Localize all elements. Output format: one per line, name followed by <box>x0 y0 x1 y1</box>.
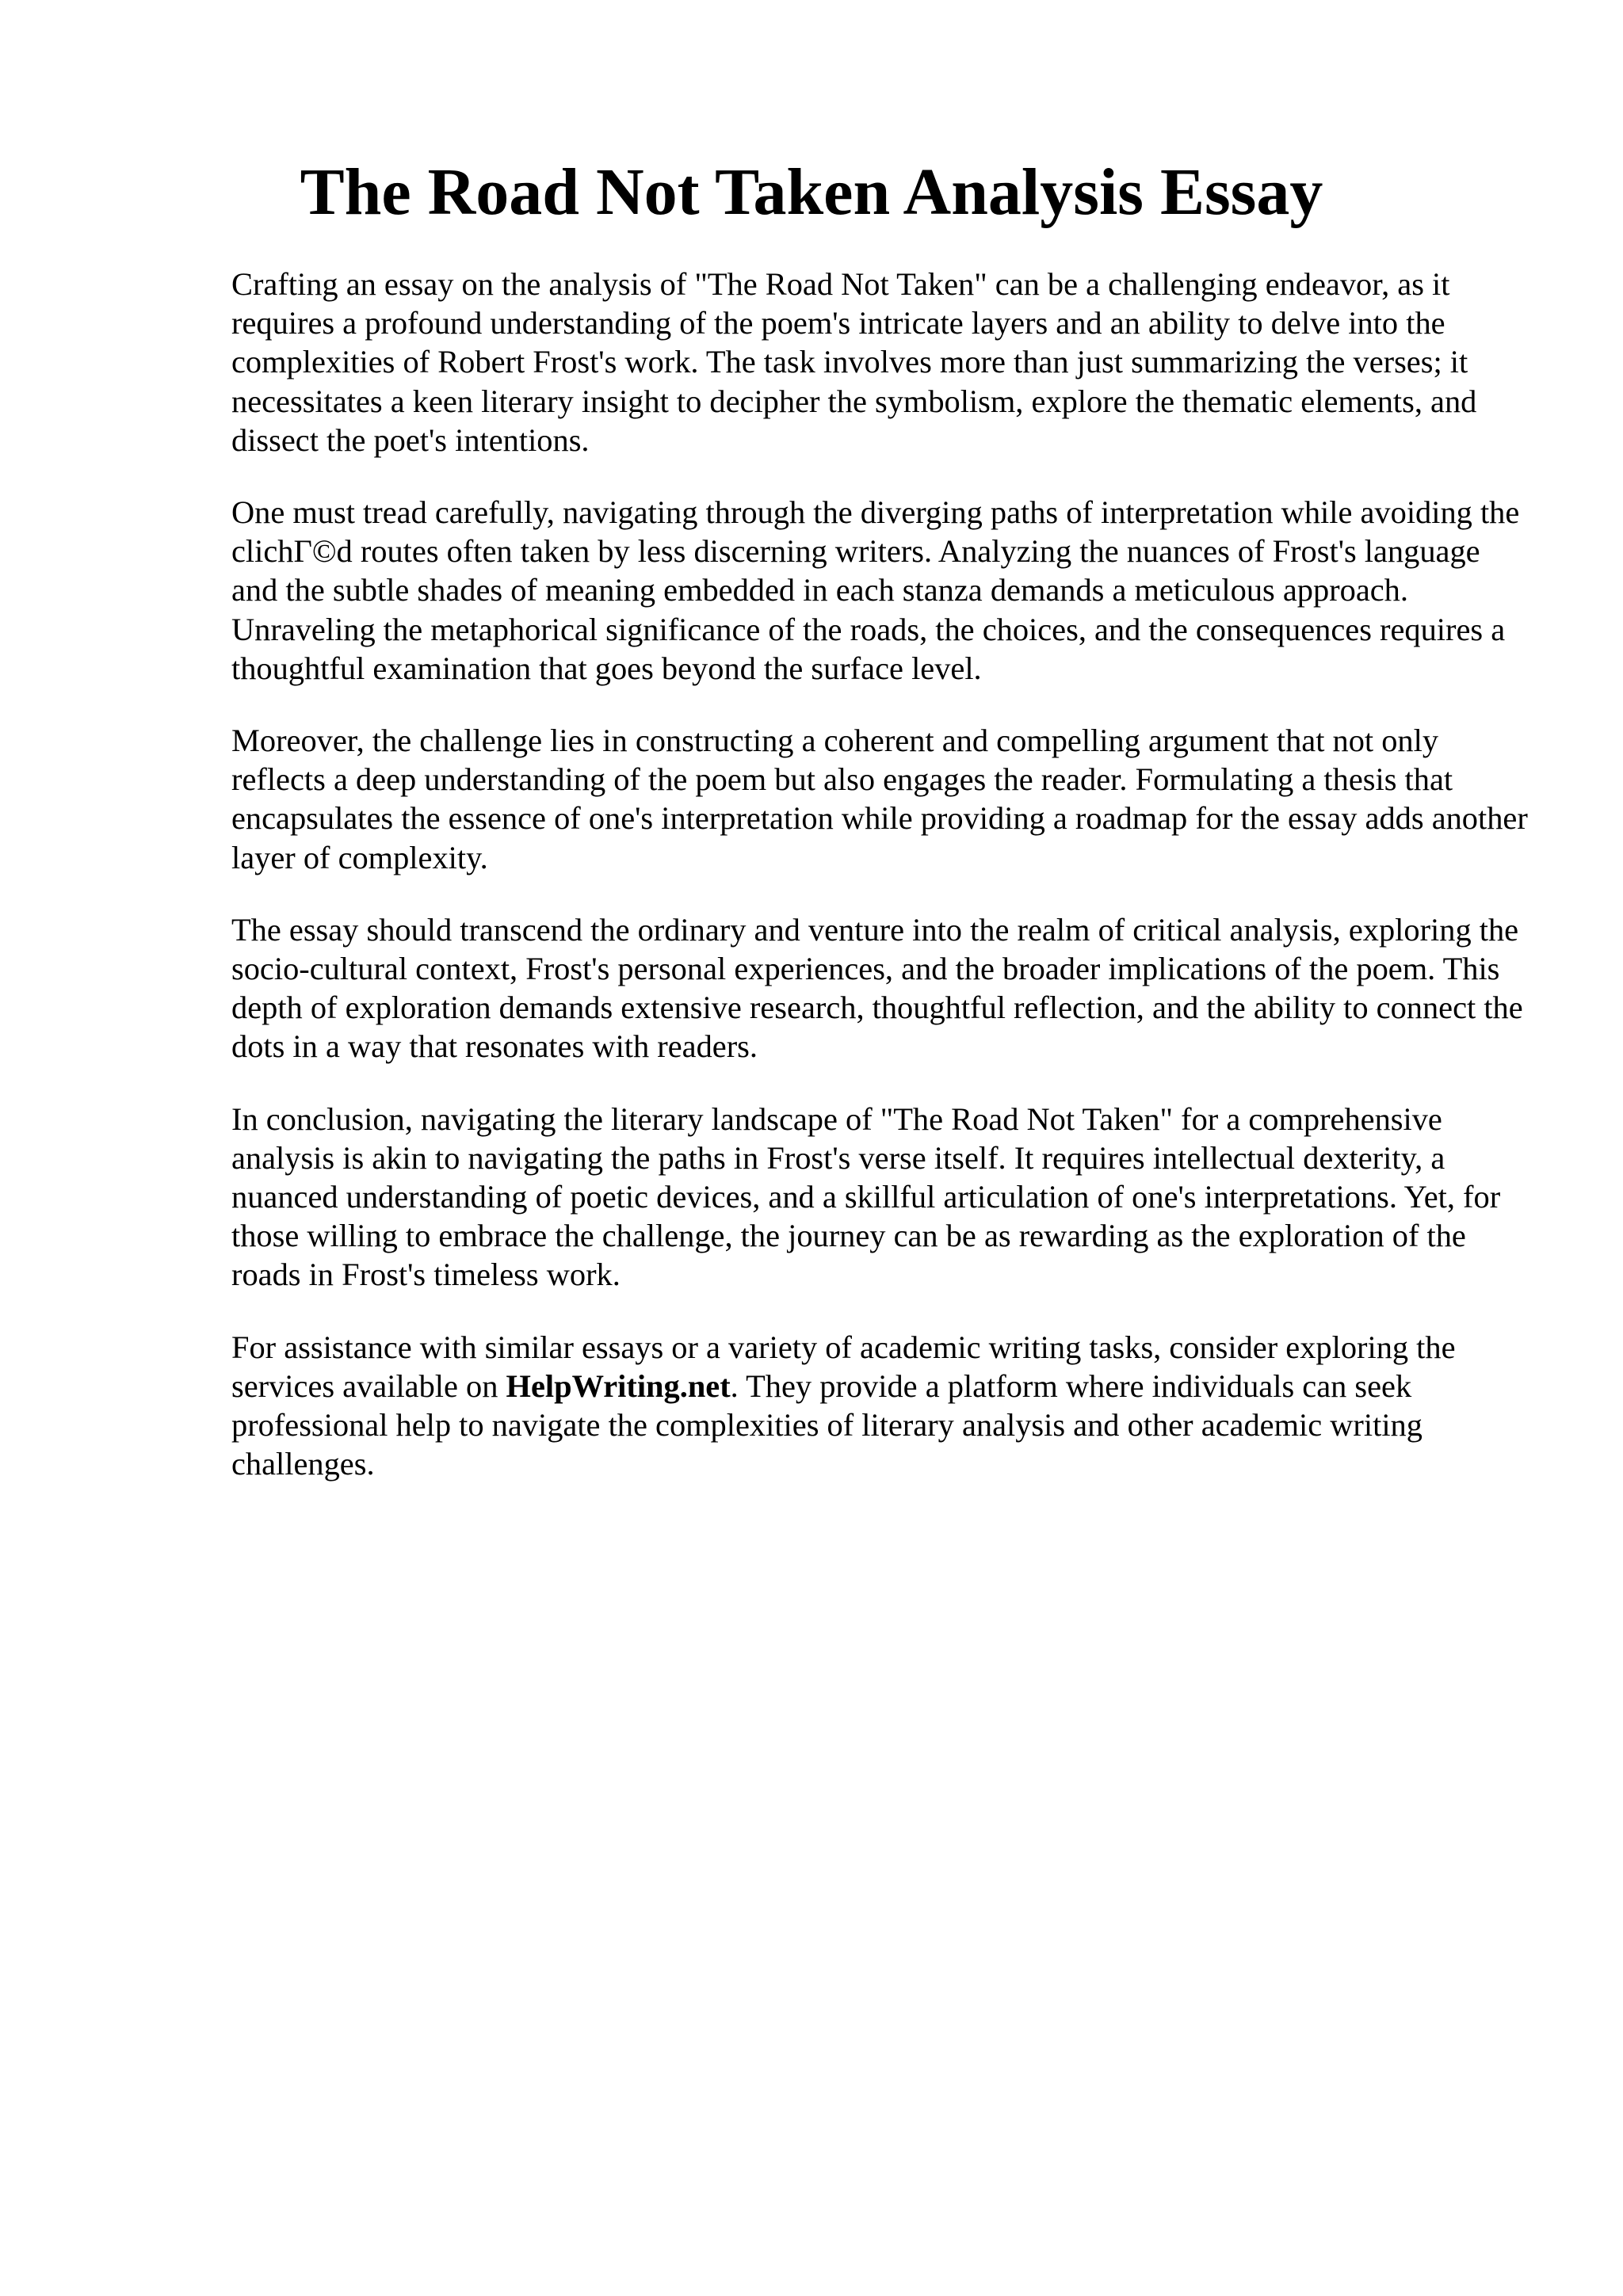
helpwriting-link[interactable]: HelpWriting.net <box>506 1367 731 1404</box>
paragraph-5: In conclusion, navigating the literary landscape of "The Road Not Taken" for a comprehensive analysis is akin to navigating the paths in Frost's verse itself. It requires intellectual dexterity, a nuanced understanding of poetic devices, and a skillful articulation of one's interpretations. Yet, for those willing to embrace the challenge, the journey can be as rewarding as the exploration of the roads in Frost's timeless work. <box>231 1100 1501 1293</box>
essay-body <box>231 265 1531 1516</box>
paragraph-3: Moreover, the challenge lies in constructing a coherent and compelling argument that not only reflects a deep understanding of the poem but also engages the reader. Formulating a thesis that encapsulates the essence of one's interpretation while providing a roadmap for the essay adds another layer of complexity. <box>231 723 1528 875</box>
paragraph-4: The essay should transcend the ordinary and venture into the realm of critical analysis, exploring the socio-cultural context, Frost's personal experiences, and the broader implications of the poem. This depth of exploration demands extensive research, thoughtful reflection, and the ability to connect the dots in a way that resonates with readers. <box>231 911 1523 1065</box>
paragraph-2: One must tread carefully, navigating through the diverging paths of interpretation while avoiding the clichΓ©d routes often taken by less discerning writers. Analyzing the nuances of Frost's language and the subtle shades of meaning embedded in each stanza demands a meticulous approach. Unraveling the metaphorical significance of the roads, the choices, and the consequences requires a thoughtful examination that goes beyond the surface level. <box>231 494 1520 686</box>
page-title: The Road Not Taken Analysis Essay <box>300 155 1323 229</box>
paragraph-6 <box>231 1328 1531 1484</box>
paragraph-1: Crafting an essay on the analysis of "The Road Not Taken" can be a challenging endeavor, as it requires a profound understanding of the poem's intricate layers and an ability to delve into the complexities of Robert Frost's work. The task involves more than just summarizing the verses; it necessitates a keen literary insight to decipher the symbolism, explore the thematic elements, and dissect the poet's intentions. <box>231 266 1477 458</box>
paragraph-6-tail: . They provide a platform where individuals can seek professional help to navigate the complexities of literary analysis and other academic writing challenges. <box>231 1367 1423 1482</box>
paragraph-6-lead: For assistance with similar essays or a variety of academic writing tasks, consider exploring the services available on <box>231 1329 1456 1404</box>
